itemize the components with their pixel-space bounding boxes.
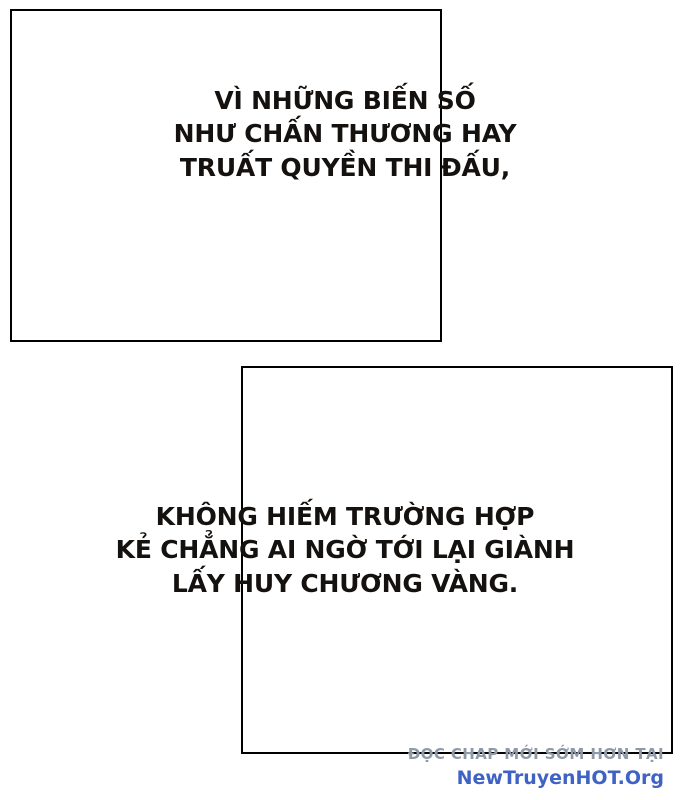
caption-line: KẺ CHẲNG AI NGỜ TỚI LẠI GIÀNH xyxy=(115,535,575,565)
caption-line: KHÔNG HIẾM TRƯỜNG HỢP xyxy=(155,502,535,531)
caption-line: VÌ NHỮNG BIẾN SỐ xyxy=(214,86,476,115)
panel-one-caption xyxy=(0,84,690,184)
watermark-site-name: NewTruyenHOT.Org xyxy=(456,767,664,790)
caption-line: NHƯ CHẤN THƯƠNG HAY xyxy=(173,119,517,149)
watermark-tagline: ĐỌC CHAP MỚI SỚM HƠN TẠI xyxy=(407,745,664,764)
panel-two-caption xyxy=(0,500,690,600)
site-watermark xyxy=(408,745,664,790)
caption-line: LẤY HUY CHƯƠNG VÀNG. xyxy=(171,568,519,598)
caption-line: TRUẤT QUYỀN THI ĐẤU, xyxy=(179,152,511,182)
